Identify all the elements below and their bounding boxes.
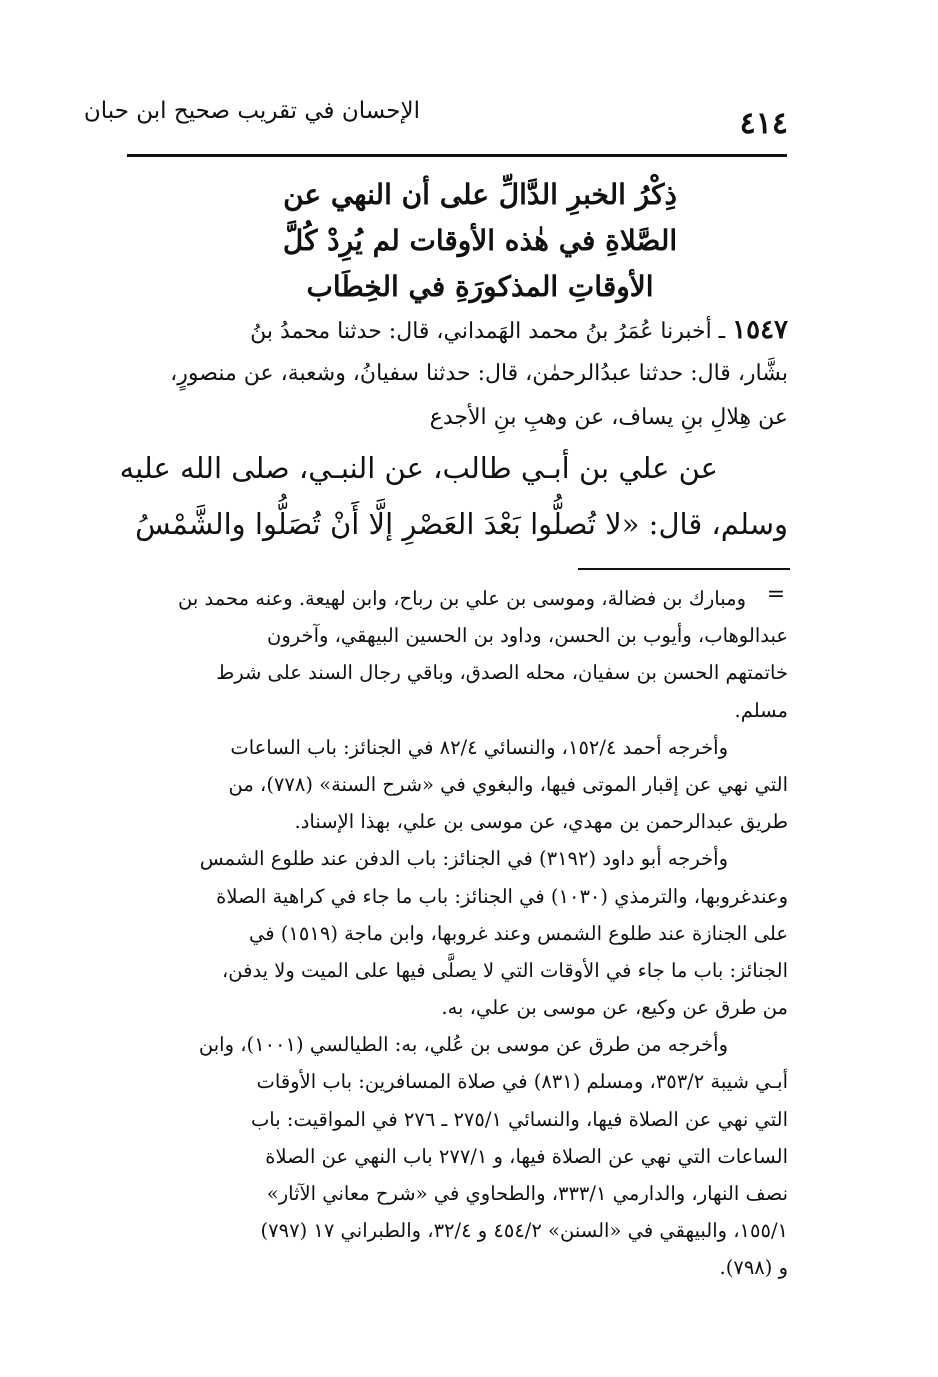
footnote-line: وأخرجه أبو داود (٣١٩٢) في الجنائز: باب الدفن عند طلوع الشمس	[199, 847, 728, 871]
footnote-line: التي نهي عن الصلاة فيها، والنسائي ٢٧٥/١ ـ ٢٧٦ في المواقيت: باب	[250, 1107, 788, 1131]
page-number: ٤١٤	[739, 106, 788, 141]
footnote-line: خاتمتهم الحسن بن سفيان، محله الصدق، وباقي رجال السند على شرط	[216, 661, 788, 685]
hadith-number: ١٥٤٧	[732, 315, 788, 345]
header-divider	[127, 154, 787, 157]
footnote-line: طريق عبدالرحمن بن مهدي، عن موسى بن علي، بهذا الإسناد.	[294, 810, 788, 834]
hadith-line: عن علي بن أبـي طالب، عن النبـي، صلى الله عليه	[119, 451, 718, 485]
footnote-divider	[578, 568, 790, 570]
heading-line: الصَّلاةِ في هٰذه الأوقات لم يُرِدْ كُلَّ	[282, 224, 678, 257]
footnote-line: وأخرجه من طرق عن موسى بن عُلي، به: الطيالسي (١٠٠١)، وابن	[198, 1033, 728, 1057]
heading-line: ذِكْرُ الخبرِ الدَّالِّ على أن النهي عن	[283, 178, 677, 211]
chapter-heading	[230, 172, 730, 310]
footnote-line: ومبارك بن فضالة، وموسى بن علي بن رباح، وابن لهيعة. وعنه محمد بن	[178, 587, 746, 610]
footnote-line: الساعات التي نهي عن الصلاة فيها، و ٢٧٧/١ باب النهي عن الصلاة	[265, 1144, 788, 1168]
footnote-line: وعندغروبها، والترمذي (١٠٣٠) في الجنائز: باب ما جاء في كراهية الصلاة	[216, 884, 788, 908]
footnote-line: التي نهي عن إقبار الموتى فيها، والبغوي في «شرح السنة» (٧٧٨)، من	[228, 772, 788, 796]
footnote-continuation-mark: =	[766, 582, 786, 607]
footnotes	[118, 580, 788, 1287]
footnote-line: ١٥٥/١، والبيهقي في «السنن» ٤٥٤/٢ و ٣٢/٤، والطبراني ١٧ (٧٩٧)	[260, 1219, 788, 1243]
hadith-line	[118, 308, 788, 352]
hadith-line: عن هِلالِ بنِ يساف، عن وهبِ بنِ الأجدع	[429, 405, 788, 430]
footnote-line: أبـي شيبة ٣٥٣/٢، ومسلم (٨٣١) في صلاة المسافرين: باب الأوقات	[256, 1070, 788, 1094]
hadith-line-text: ـ أخبرنا عُمَرُ بنُ محمد الهَمداني، قال: حدثنا محمدُ بنُ	[250, 319, 726, 344]
footnote-line: مسلم.	[734, 698, 788, 722]
footnote-line: وأخرجه أحمد ١٥٢/٤، والنسائي ٨٢/٤ في الجنائز: باب الساعات	[230, 735, 728, 759]
footnote-line: من طرق عن وكيع، عن موسى بن علي، به.	[441, 996, 788, 1020]
running-header-title: الإحسان في تقريب صحيح ابن حبان	[83, 98, 420, 124]
heading-line: الأوقاتِ المذكورَةِ في الخِطَاب	[306, 270, 654, 303]
hadith-line: وسلم، قال: «لا تُصلُّوا بَعْدَ العَصْرِ إلَّا أَنْ تُصَلُّوا والشَّمْسُ	[135, 507, 788, 541]
hadith-text	[118, 308, 788, 552]
footnote-line: عبدالوهاب، وأيوب بن الحسن، وداود بن الحسين البيهقي، وآخرون	[267, 624, 788, 648]
footnote-line: و (٧٩٨).	[719, 1256, 788, 1280]
footnote-line: على الجنازة عند طلوع الشمس وعند غروبها، وابن ماجة (١٥١٩) في	[249, 921, 788, 945]
footnote-line: نصف النهار، والدارمي ٣٣٣/١، والطحاوي في «شرح معاني الآثار»	[266, 1182, 788, 1205]
hadith-line: بشَّار، قال: حدثنا عبدُالرحمٰن، قال: حدثنا سفيانُ، وشعبة، عن منصورٍ،	[170, 361, 788, 386]
footnote-line: الجنائز: باب ما جاء في الأوقات التي لا يصلَّى فيها على الميت ولا يدفن،	[221, 958, 788, 982]
